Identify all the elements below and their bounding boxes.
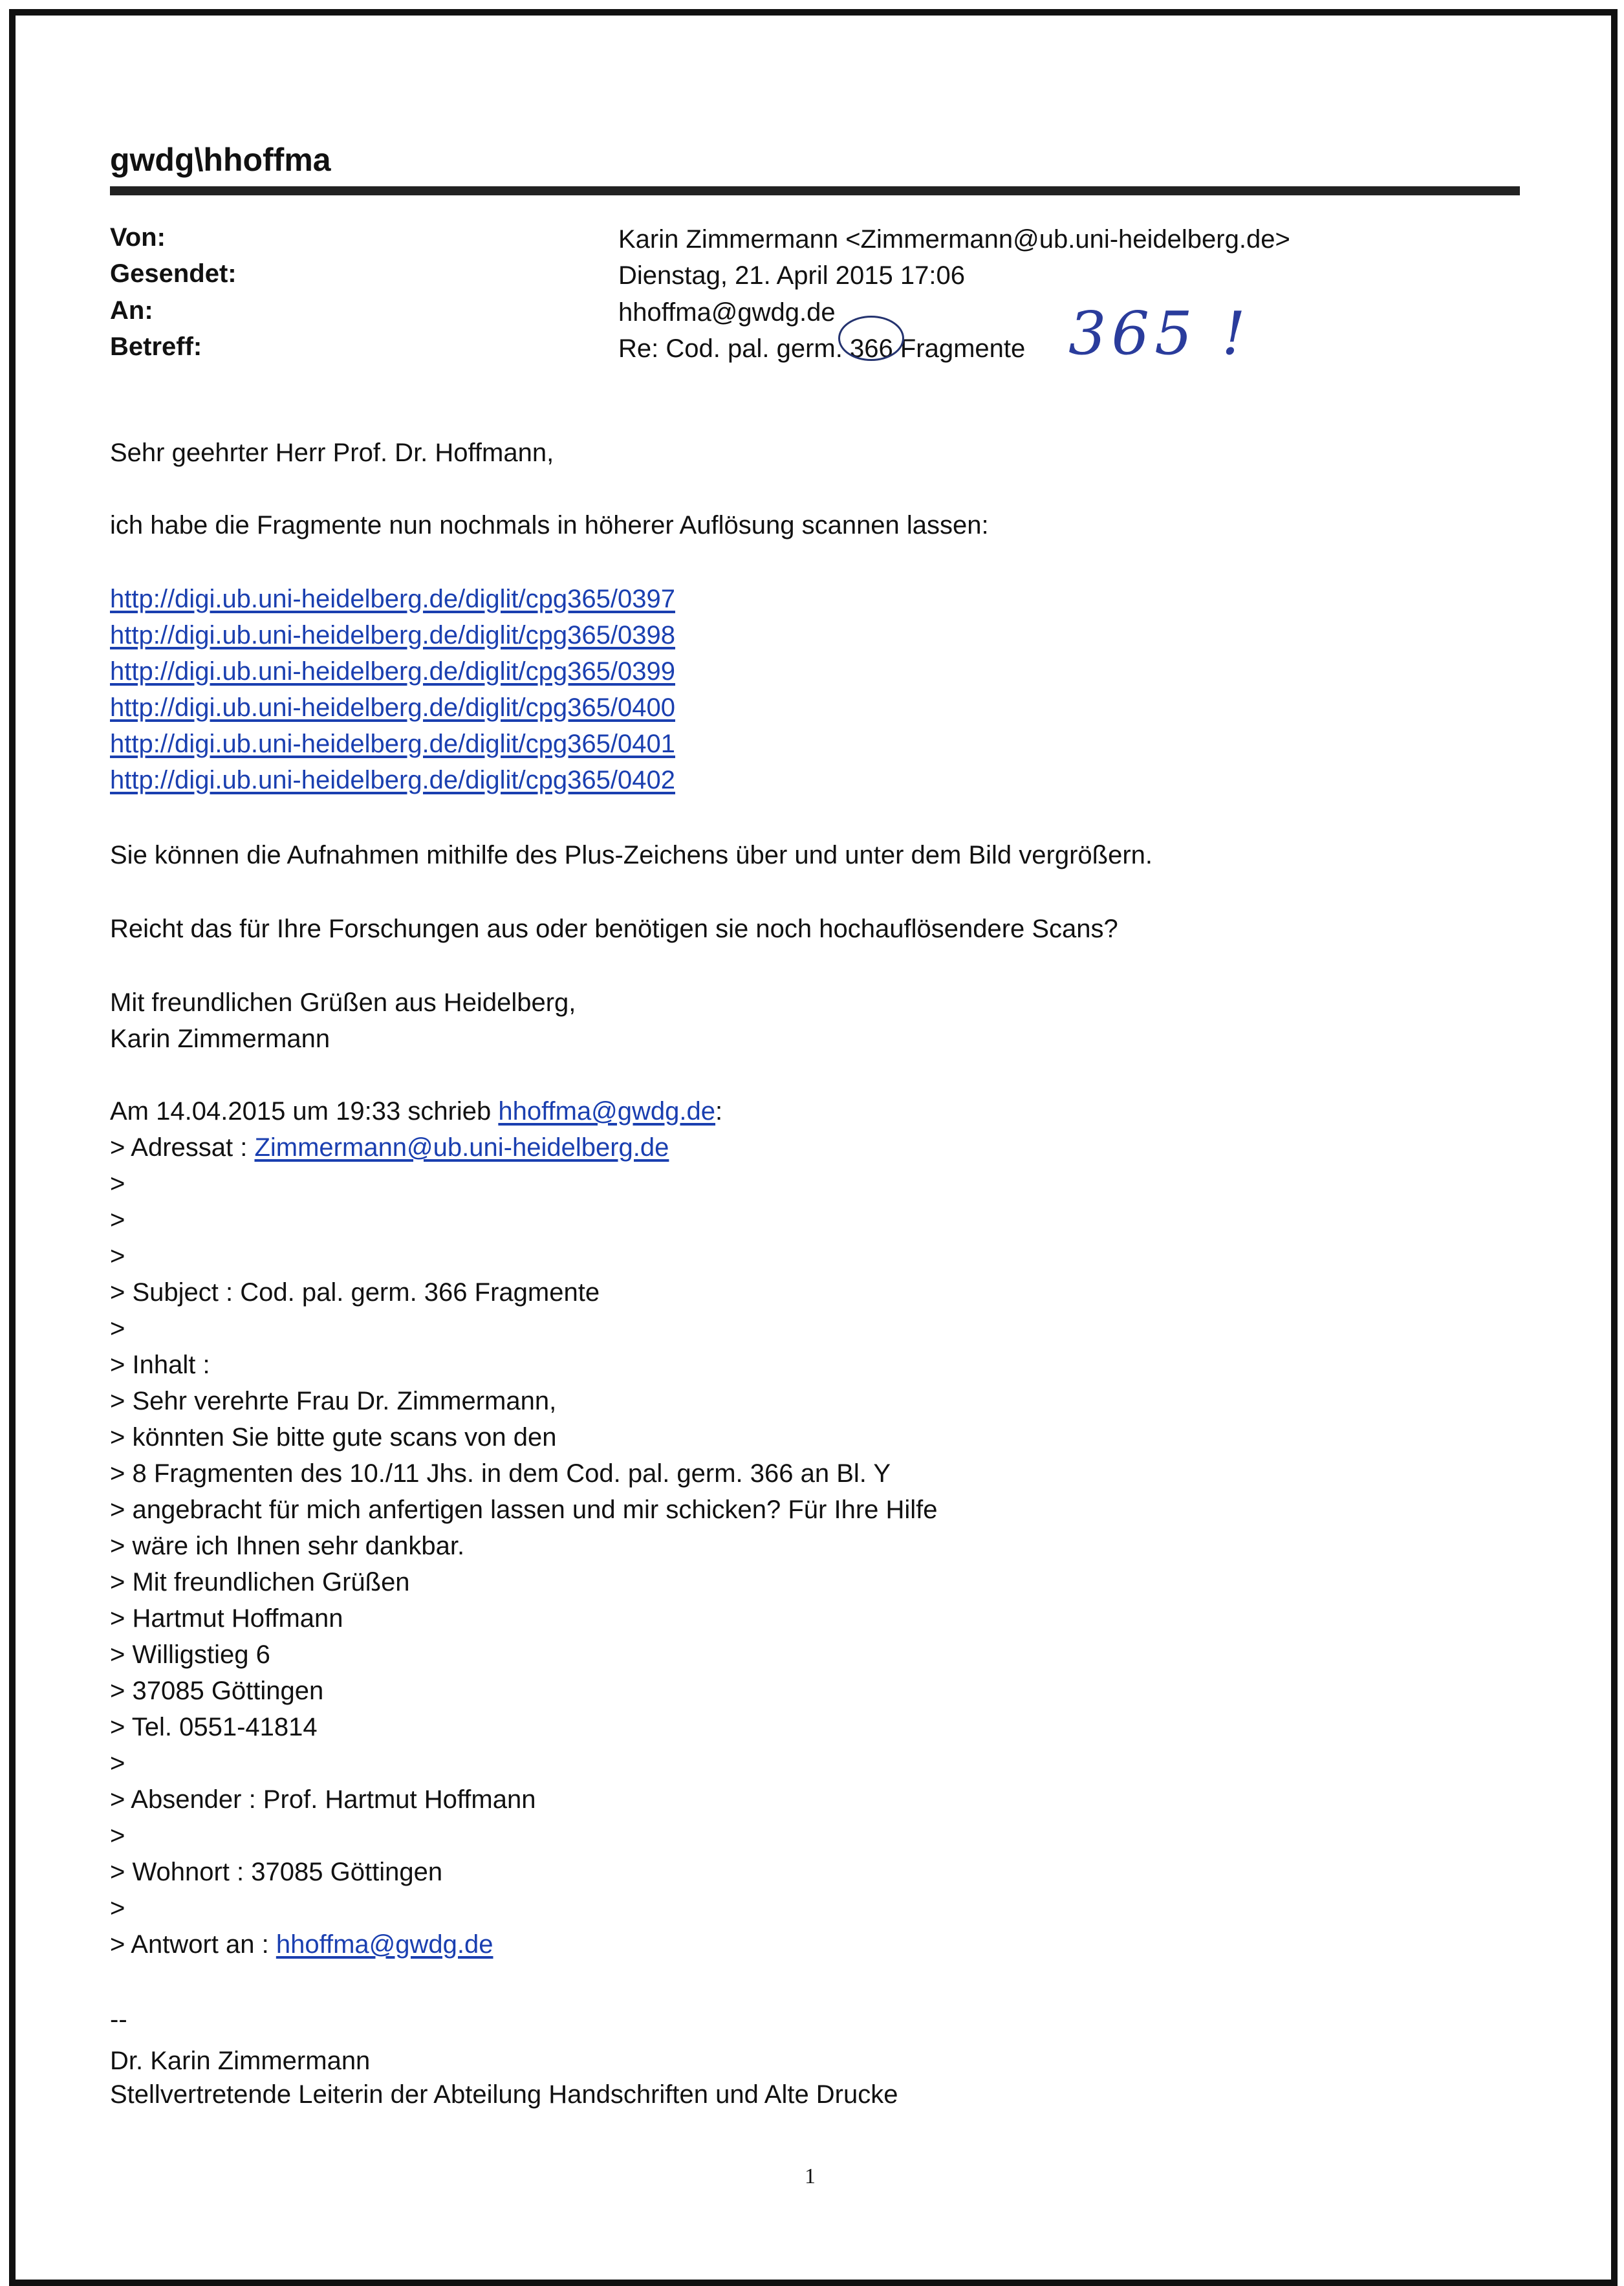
quote-line: >	[110, 1822, 125, 1850]
quote-line: > Mit freundlichen Grüßen	[110, 1568, 410, 1596]
intro-text: ich habe die Fragmente nun nochmals in höherer Auflösung scannen lassen:	[110, 511, 989, 539]
subject-value	[618, 334, 1025, 364]
closing-text: Mit freundlichen Grüßen aus Heidelberg,	[110, 988, 576, 1017]
subject-prefix: Re: Cod. pal. germ.	[618, 334, 843, 363]
handwritten-circle	[838, 316, 904, 361]
quote-line: >	[110, 1242, 125, 1270]
quote-intro-suffix: :	[715, 1097, 723, 1126]
from-value: Karin Zimmermann <Zimmermann@ub.uni-heidelberg.de>	[618, 225, 1290, 254]
quote-reply-to-prefix: > Antwort an :	[110, 1930, 276, 1959]
zoom-hint: Sie können die Aufnahmen mithilfe des Plus-Zeichens über und unter dem Bild vergrößern.	[110, 841, 1153, 869]
quote-line: > Subject : Cod. pal. germ. 366 Fragmente	[110, 1278, 600, 1307]
signature-separator: --	[110, 2005, 127, 2034]
quote-line: >	[110, 1206, 125, 1234]
scan-link-0399[interactable]: http://digi.ub.uni-heidelberg.de/diglit/cpg365/0399	[110, 657, 675, 686]
subject-number: 366	[849, 334, 893, 363]
reply-to-email-link[interactable]: hhoffma@gwdg.de	[276, 1930, 493, 1959]
page-number: 1	[805, 2164, 816, 2188]
scan-link-0398[interactable]: http://digi.ub.uni-heidelberg.de/diglit/cpg365/0398	[110, 621, 675, 649]
quote-line: > Inhalt :	[110, 1351, 210, 1379]
quote-line: > Hartmut Hoffmann	[110, 1604, 343, 1633]
quote-intro	[110, 1097, 722, 1126]
subject-label: Betreff:	[110, 332, 202, 361]
quote-line: >	[110, 1314, 125, 1343]
sent-label: Gesendet:	[110, 259, 237, 288]
subject-suffix: Fragmente	[900, 334, 1026, 363]
question-text: Reicht das für Ihre Forschungen aus oder benötigen sie noch hochauflösendere Scans?	[110, 915, 1118, 943]
quote-line: > Tel. 0551-41814	[110, 1713, 318, 1741]
scan-link-0401[interactable]: http://digi.ub.uni-heidelberg.de/diglit/cpg365/0401	[110, 730, 675, 758]
quote-intro-prefix: Am 14.04.2015 um 19:33 schrieb	[110, 1097, 499, 1126]
quote-line: >	[110, 1894, 125, 1922]
from-label: Von:	[110, 223, 166, 252]
quote-line: > Willigstieg 6	[110, 1640, 270, 1669]
sent-value: Dienstag, 21. April 2015 17:06	[618, 261, 965, 290]
quote-adressat-prefix: > Adressat :	[110, 1133, 255, 1162]
footer-name: Dr. Karin Zimmermann	[110, 2047, 371, 2075]
quote-line: > könnten Sie bitte gute scans von den	[110, 1423, 557, 1452]
quote-line: > 37085 Göttingen	[110, 1677, 324, 1705]
adressat-email-link[interactable]: Zimmermann@ub.uni-heidelberg.de	[254, 1133, 669, 1162]
quote-line: >	[110, 1170, 125, 1198]
quote-reply-to	[110, 1930, 493, 1959]
scan-link-0402[interactable]: http://digi.ub.uni-heidelberg.de/diglit/cpg365/0402	[110, 766, 675, 794]
quote-line: >	[110, 1749, 125, 1778]
quote-line: > Sehr verehrte Frau Dr. Zimmermann,	[110, 1387, 557, 1415]
signature-name: Karin Zimmermann	[110, 1025, 330, 1053]
quote-line: > angebracht für mich anfertigen lassen und mir schicken? Für Ihre Hilfe	[110, 1496, 938, 1524]
scan-link-0397[interactable]: http://digi.ub.uni-heidelberg.de/diglit/cpg365/0397	[110, 585, 675, 613]
quote-line: > Wohnort : 37085 Göttingen	[110, 1858, 443, 1886]
header-divider	[110, 186, 1520, 195]
handwritten-note: 365 !	[1068, 299, 1251, 368]
quote-adressat	[110, 1133, 669, 1162]
to-value: hhoffma@gwdg.de	[618, 298, 836, 327]
account-title: gwdg\hhoffma	[110, 142, 331, 178]
greeting: Sehr geehrter Herr Prof. Dr. Hoffmann,	[110, 439, 554, 467]
quote-intro-email-link[interactable]: hhoffma@gwdg.de	[498, 1097, 716, 1126]
quote-line: > Absender : Prof. Hartmut Hoffmann	[110, 1785, 536, 1814]
to-label: An:	[110, 296, 153, 325]
scan-link-0400[interactable]: http://digi.ub.uni-heidelberg.de/diglit/cpg365/0400	[110, 693, 675, 722]
footer-role: Stellvertretende Leiterin der Abteilung Handschriften und Alte Drucke	[110, 2080, 898, 2109]
quote-line: > wäre ich Ihnen sehr dankbar.	[110, 1532, 465, 1560]
quote-line: > 8 Fragmenten des 10./11 Jhs. in dem Cod. pal. germ. 366 an Bl. Y	[110, 1459, 891, 1488]
